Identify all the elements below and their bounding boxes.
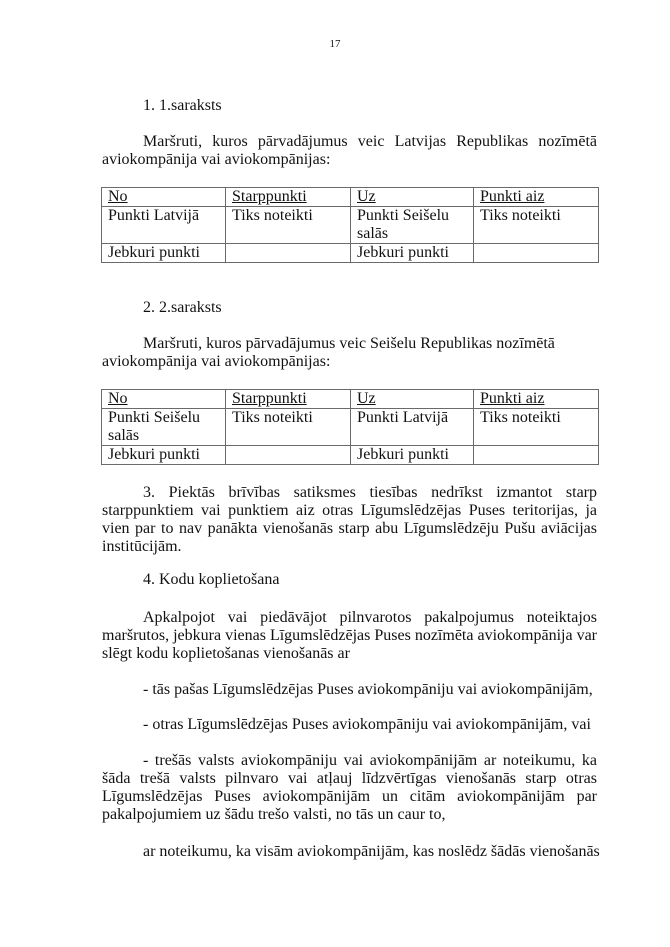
header-cell-punkti-aiz: Punkti aiz [474, 188, 599, 207]
header-cell-punkti-aiz: Punkti aiz [474, 390, 599, 409]
table-cell [226, 446, 351, 465]
header-cell-no: No [102, 390, 226, 409]
section-2-intro-line-2: aviokompānija vai aviokompānijas: [102, 353, 331, 370]
table-cell: Tiks noteikti [474, 207, 599, 244]
section-4-intro: Apkalpojot vai piedāvājot pilnvarotos pakalpojumus noteiktajos maršrutos, jebkura vienas Līgumslēdzējas Puses nozīmēta aviokompānija var slēgt kodu koplietošanas vienošanās ar [102, 609, 597, 662]
section-4-heading: 4. Kodu koplietošana [143, 571, 280, 588]
section-3-paragraph: 3. Piektās brīvības satiksmes tiesības nedrīkst izmantot starp starppunktiem vai punktiem aiz otras Līgumslēdzējas Puses teritorijas, ja vien par to nav panākta vienošanās starp abu Līgumslēdzēju Pušu aviācijas institūcijām. [102, 484, 597, 555]
table-cell: Jebkuri punkti [102, 244, 226, 263]
table-cell: Tiks noteikti [474, 409, 599, 446]
section-4-closing: ar noteikumu, ka visām aviokompānijām, kas noslēdz šādās vienošanās [143, 843, 600, 860]
section-2-intro [102, 335, 597, 371]
header-cell-starppunkti: Starppunkti [226, 188, 351, 207]
table-cell [226, 244, 351, 263]
header-cell-uz: Uz [351, 390, 474, 409]
header-cell-no: No [102, 188, 226, 207]
table-cell: Tiks noteikti [226, 409, 351, 446]
table-cell [474, 244, 599, 263]
table-cell: Tiks noteikti [226, 207, 351, 244]
table-cell: Jebkuri punkti [102, 446, 226, 465]
table-cell: Punkti Latvijā [102, 207, 226, 244]
section-2-heading: 2. 2.saraksts [143, 299, 222, 316]
table-row [102, 244, 599, 263]
table-header-row [102, 188, 599, 207]
list-item: - tās pašas Līgumslēdzējas Puses aviokompāniju vai aviokompānijām, [143, 681, 593, 698]
table-cell: Punkti Seišelu salās [102, 409, 226, 446]
header-cell-starppunkti: Starppunkti [226, 390, 351, 409]
header-cell-uz: Uz [351, 188, 474, 207]
section-2-intro-line-1: Maršruti, kuros pārvadājumus veic Seišelu Republikas nozīmētā [143, 335, 555, 352]
table-cell: Punkti Seišelu salās [351, 207, 474, 244]
section-2-routes-table [101, 389, 599, 465]
page-number: 17 [329, 38, 341, 50]
table-header-row [102, 390, 599, 409]
table-row [102, 207, 599, 244]
section-1-intro-line-1: Maršruti, kuros pārvadājumus veic Latvijas Republikas nozīmētā [143, 133, 597, 150]
table-row [102, 409, 599, 446]
section-1-routes-table [101, 187, 599, 263]
list-item: - otras Līgumslēdzējas Puses aviokompāniju vai aviokompānijām, vai [143, 716, 591, 733]
table-cell [474, 446, 599, 465]
section-1-intro-line-2: aviokompānija vai aviokompānijas: [102, 151, 331, 168]
section-1-heading: 1. 1.saraksts [143, 97, 222, 114]
section-1-intro [102, 133, 597, 169]
table-cell: Jebkuri punkti [351, 446, 474, 465]
list-item: - trešās valsts aviokompāniju vai aviokompānijām ar noteikumu, ka šāda trešā valsts pilnvaro vai atļauj līdzvērtīgas vienošanās starp otras Līgumslēdzējas Puses aviokompānijām un citām aviokompānijām par pakalpojumiem uz šādu trešo valsti, no tās un caur to, [102, 752, 597, 823]
table-cell: Jebkuri punkti [351, 244, 474, 263]
table-cell: Punkti Latvijā [351, 409, 474, 446]
table-row [102, 446, 599, 465]
